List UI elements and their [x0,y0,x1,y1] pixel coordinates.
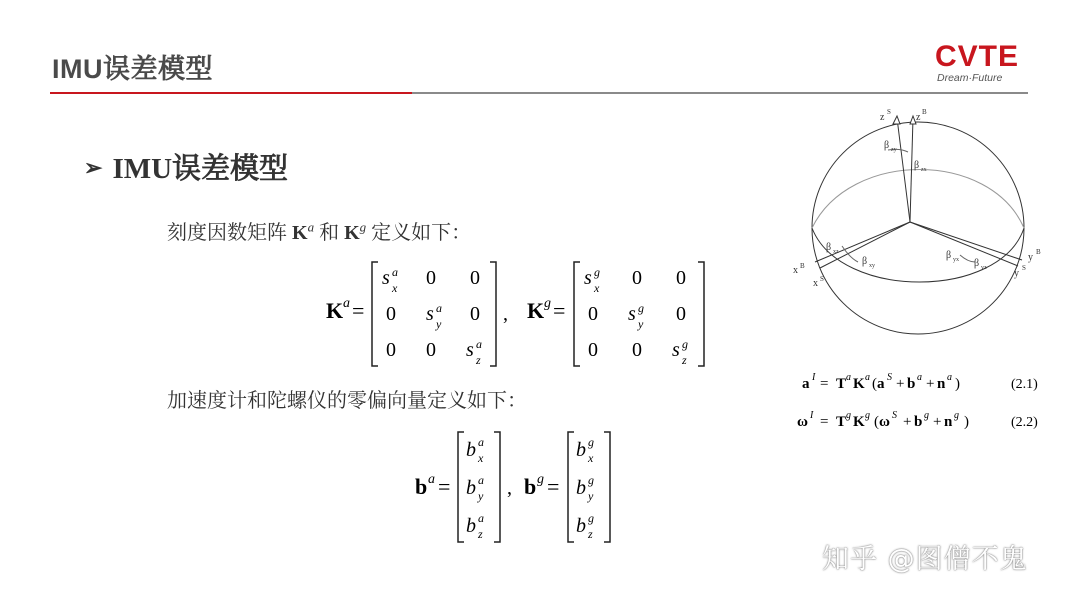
svg-text:b: b [524,474,537,499]
svg-text:b: b [576,439,586,461]
svg-text:g: g [544,296,551,311]
svg-text:S: S [1022,264,1026,272]
svg-text:n: n [937,376,946,392]
svg-text:x: x [478,451,484,465]
svg-text:s: s [672,339,680,361]
svg-text:β: β [914,160,920,171]
svg-text:x: x [594,281,600,295]
watermark: 知乎 @图僧不鬼 [822,544,1028,575]
svg-text:x: x [813,278,818,289]
svg-text:+: + [933,414,942,430]
svg-text:n: n [944,414,953,430]
svg-text:b: b [576,515,586,537]
svg-text:b: b [466,439,476,461]
svg-text:z: z [588,527,593,541]
svg-text:0: 0 [426,339,436,361]
svg-text:s: s [466,339,474,361]
svg-text:a: a [478,473,484,487]
svg-text:a: a [846,372,851,383]
section-heading-text: IMU误差模型 [112,153,289,185]
svg-text:g: g [924,410,929,421]
svg-text:g: g [954,410,959,421]
svg-text:β: β [826,242,832,253]
svg-text:g: g [638,301,644,315]
svg-text:a: a [392,265,398,279]
svg-text:a: a [476,337,482,351]
svg-text:g: g [588,511,594,525]
svg-text:yz: yz [981,265,987,271]
equation-gyro-model [797,410,1038,430]
svg-text:=: = [352,298,365,323]
svg-text:0: 0 [426,267,436,289]
axes-sphere-diagram [812,116,1024,334]
svg-text:x: x [392,281,398,295]
svg-text:s: s [382,267,390,289]
svg-text:β: β [974,258,980,269]
svg-text:z: z [916,112,921,123]
svg-text:T: T [836,376,847,392]
svg-text:g: g [588,473,594,487]
svg-text:,: , [503,303,508,325]
svg-text:x: x [793,265,798,276]
svg-text:I: I [812,372,816,383]
svg-text:g: g [594,265,600,279]
svg-text:g: g [865,410,870,421]
bias-vector-gyro [524,432,610,542]
svg-text:β: β [884,140,890,151]
svg-text:(: ( [874,414,879,430]
equation-accel-model [802,372,1038,392]
svg-text:ω: ω [879,414,890,430]
svg-text:z: z [682,353,687,367]
svg-text:y: y [1028,252,1033,263]
svg-text:=: = [820,414,829,430]
svg-text:a: a [428,472,435,487]
intro-text-1: 刻度因数矩阵 [167,222,287,244]
bias-vector-accel [415,432,512,542]
svg-text:s: s [628,303,636,325]
svg-text:z: z [478,527,483,541]
svg-text:0: 0 [470,267,480,289]
scale-matrix-accel [326,262,508,367]
svg-text:0: 0 [588,303,598,325]
svg-text:b: b [576,477,586,499]
svg-text:,: , [507,477,512,499]
svg-text:0: 0 [470,303,480,325]
svg-text:K: K [853,376,865,392]
svg-text:): ) [955,376,960,392]
svg-text:I: I [810,410,814,421]
svg-text:=: = [438,474,451,499]
svg-text:b: b [907,376,916,392]
svg-text:0: 0 [632,339,642,361]
svg-text:=: = [553,298,566,323]
svg-text:β: β [862,256,868,267]
bias-intro: 加速度计和陀螺仪的零偏向量定义如下： [167,390,527,412]
svg-text:B: B [800,262,805,270]
scale-factor-intro: 刻度因数矩阵 $K^a$ 和 $K^g$ 定义如下： [167,219,472,244]
svg-text:s: s [584,267,592,289]
svg-text:0: 0 [676,267,686,289]
svg-text:a: a [877,376,885,392]
svg-text:a: a [478,435,484,449]
svg-text:a: a [478,511,484,525]
logo-tagline: Dream·Future [937,72,1003,84]
svg-text:z: z [476,353,481,367]
svg-text:S: S [892,410,897,421]
svg-text:zx: zx [921,167,927,173]
svg-text:y: y [588,489,594,503]
svg-text:K: K [527,298,545,323]
svg-text:(: ( [872,376,877,392]
svg-text:b: b [466,515,476,537]
svg-text:y: y [638,317,644,331]
svg-text:+: + [903,414,912,430]
svg-text:yx: yx [953,257,959,263]
svg-text:g: g [537,472,544,487]
svg-text:a: a [947,372,952,383]
svg-text:xz: xz [833,249,839,255]
svg-text:a: a [802,376,810,392]
svg-text:x: x [588,451,594,465]
svg-text:b: b [466,477,476,499]
logo-text: CVTE [935,40,1020,73]
svg-text:y: y [1014,268,1019,279]
svg-text:+: + [926,376,935,392]
scale-matrix-gyro [527,262,704,367]
intro-text-tail: 定义如下： [371,222,472,244]
axis-labels [793,108,1041,289]
svg-text:B: B [1036,248,1041,256]
svg-text:K: K [853,414,865,430]
svg-text:S: S [887,372,892,383]
svg-text:g: g [846,410,851,421]
svg-text:0: 0 [588,339,598,361]
svg-text:a: a [436,301,442,315]
svg-text:S: S [887,108,891,116]
arrow-bullet-icon: ➢ [84,155,103,180]
svg-text:g: g [588,435,594,449]
equation-label-1: (2.1) [1011,377,1038,392]
svg-text:s: s [426,303,434,325]
svg-text:0: 0 [632,267,642,289]
page-title: IMU误差模型 [52,54,213,84]
svg-text:y: y [478,489,484,503]
svg-text:): ) [964,414,969,430]
svg-text:a: a [343,296,350,311]
svg-text:b: b [914,414,923,430]
svg-text:K: K [326,298,344,323]
svg-text:a: a [865,372,870,383]
svg-text:y: y [436,317,442,331]
svg-text:+: + [896,376,905,392]
svg-text:S: S [820,275,824,283]
svg-text:ω: ω [797,414,808,430]
svg-text:z: z [880,112,885,123]
svg-text:xy: xy [869,263,875,269]
svg-text:g: g [682,337,688,351]
intro-text-and: 和 [319,222,340,244]
svg-text:β: β [946,250,952,261]
svg-text:zy: zy [891,147,897,153]
svg-text:=: = [820,376,829,392]
svg-text:0: 0 [386,303,396,325]
svg-text:T: T [836,414,847,430]
svg-text:0: 0 [386,339,396,361]
svg-text:0: 0 [676,303,686,325]
svg-text:a: a [917,372,922,383]
svg-text:B: B [922,108,927,116]
svg-text:=: = [547,474,560,499]
equation-label-2: (2.2) [1011,415,1038,430]
svg-text:b: b [415,474,428,499]
